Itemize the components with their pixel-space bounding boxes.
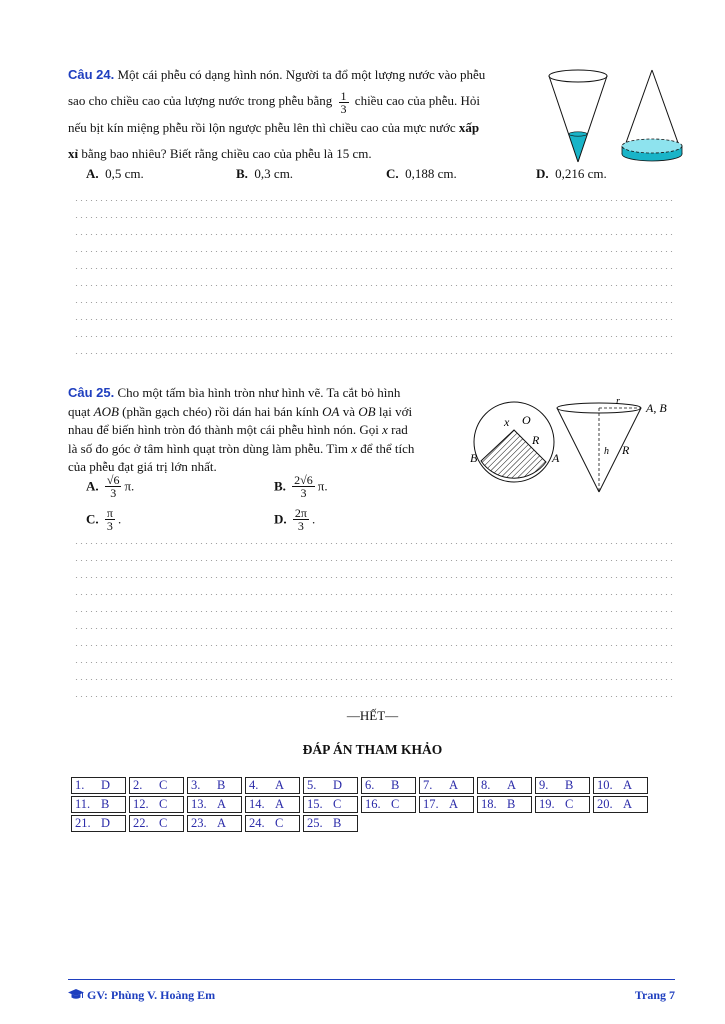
answer-cell: 16. C	[361, 796, 416, 813]
answer-cell: 21. D	[71, 815, 126, 832]
q24-fraction: $\frac{1}{3}$	[340, 88, 347, 116]
answer-cell: 14. A	[245, 796, 300, 813]
answer-cell: 8. A	[477, 777, 532, 794]
dotted-line	[74, 628, 674, 629]
answer-cell: 1. D	[71, 777, 126, 794]
q25-option-d[interactable]: D. $\frac{2\pi}{3}$ .	[274, 506, 316, 533]
answer-cell: 25. B	[303, 815, 358, 832]
answer-cell: 12. C	[129, 796, 184, 813]
q25-title: Câu 25.	[68, 385, 115, 400]
q24-line1: Câu 24. Một cái phễu có dạng hình nón. Người ta đổ một lượng nước vào phễu	[68, 67, 486, 82]
answer-cell: 13. A	[187, 796, 242, 813]
dotted-line	[74, 662, 674, 663]
answer-cell: 15. C	[303, 796, 358, 813]
answer-key-table	[68, 775, 651, 834]
answer-row	[71, 777, 648, 794]
dotted-line	[74, 336, 674, 337]
answer-cell: 10. A	[593, 777, 648, 794]
answer-cell: 17. A	[419, 796, 474, 813]
q24-option-b[interactable]: B. 0,3 cm.	[236, 166, 294, 181]
dotted-line	[74, 234, 674, 235]
answer-cell: 22. C	[129, 815, 184, 832]
label-o: O	[522, 413, 531, 427]
answer-cell: 3. B	[187, 777, 242, 794]
dotted-line	[74, 679, 674, 680]
end-mark: —HẾT—	[346, 708, 399, 723]
dotted-line	[74, 353, 674, 354]
answer-cell: 19. C	[535, 796, 590, 813]
answer-cell: 7. A	[419, 777, 474, 794]
dotted-line	[74, 302, 674, 303]
label-a: A	[552, 451, 560, 465]
footer-author: GV: Phùng V. Hoàng Em	[68, 988, 215, 1003]
q25-line5: của phễu đạt giá trị lớn nhất.	[68, 459, 217, 474]
label-r-cone: R	[622, 443, 630, 457]
footer-page-number: Trang 7	[634, 988, 675, 1002]
q24-line4: xỉ bằng bao nhiêu? Biết rằng chiều cao của phễu là 15 cm.	[68, 145, 372, 161]
dotted-line	[74, 268, 674, 269]
question-24	[68, 62, 538, 167]
answer-cell: 18. B	[477, 796, 532, 813]
answer-cell: 2. C	[129, 777, 184, 794]
q24-line2: sao cho chiều cao của lượng nước trong phễu bằng $\frac{1}{3}$ chiều cao của phễu. Hỏi	[68, 88, 481, 116]
q24-line3: nếu bịt kín miệng phễu rồi lộn ngược phễu lên thì chiều cao của mực nước xấp	[68, 119, 480, 135]
dotted-line	[74, 285, 674, 286]
dotted-line	[74, 594, 674, 595]
funnel-figure	[540, 62, 690, 174]
answer-cell: 4. A	[245, 777, 300, 794]
dotted-line	[74, 611, 674, 612]
label-r: R	[532, 433, 540, 447]
answer-cell: 20. A	[593, 796, 648, 813]
q25-line2: quạt AOB (phần gạch chéo) rồi dán hai bán kính OA và OB lại với	[68, 403, 413, 419]
label-ab: A, B	[646, 401, 667, 415]
dotted-line	[74, 319, 674, 320]
answer-cell: 5. D	[303, 777, 358, 794]
answer-key-title: ĐÁP ÁN THAM KHẢO	[302, 742, 443, 757]
dotted-line	[74, 217, 674, 218]
label-x: x	[504, 415, 510, 429]
q25-option-b[interactable]: B. $\frac{2√6}{3}$ π.	[274, 473, 328, 500]
q25-line4: là số đo góc ở tâm hình quạt tròn dùng làm phễu. Tìm x để thể tích	[68, 440, 415, 456]
q24-option-c[interactable]: C. 0,188 cm.	[386, 166, 457, 181]
answer-cell: 23. A	[187, 815, 242, 832]
dotted-line	[74, 543, 674, 544]
dotted-line	[74, 696, 674, 697]
label-b: B	[470, 451, 478, 465]
q25-line3: nhau để biến hình tròn đó thành một cái phễu hình nón. Gọi x rad	[68, 422, 408, 437]
answer-cell: 24. C	[245, 815, 300, 832]
footer-rule	[68, 979, 675, 980]
dotted-line	[74, 560, 674, 561]
label-r-small: r	[616, 396, 620, 407]
dotted-line	[74, 251, 674, 252]
q25-line1: Câu 25. Cho một tấm bìa hình tròn như hình vẽ. Ta cắt bỏ hình	[68, 385, 401, 400]
dotted-line	[74, 200, 674, 201]
dotted-line	[74, 645, 674, 646]
q25-option-c[interactable]: C. $\frac{\pi}{3}$ .	[86, 506, 122, 533]
q24-option-a[interactable]: A. 0,5 cm.	[86, 166, 144, 181]
dotted-line	[74, 577, 674, 578]
label-h: h	[604, 446, 609, 457]
answer-row	[71, 815, 648, 832]
answer-cell: 11. B	[71, 796, 126, 813]
circle-cone-figure	[466, 382, 676, 500]
q24-title: Câu 24.	[68, 67, 115, 82]
answer-row	[71, 796, 648, 813]
q24-option-d[interactable]: D. 0,216 cm.	[536, 166, 607, 181]
answer-cell: 6. B	[361, 777, 416, 794]
graduation-cap-icon	[68, 989, 84, 1000]
question-25	[68, 384, 452, 477]
answer-cell: 9. B	[535, 777, 590, 794]
q25-option-a[interactable]: A. $\frac{√6}{3}$ π.	[86, 473, 135, 500]
